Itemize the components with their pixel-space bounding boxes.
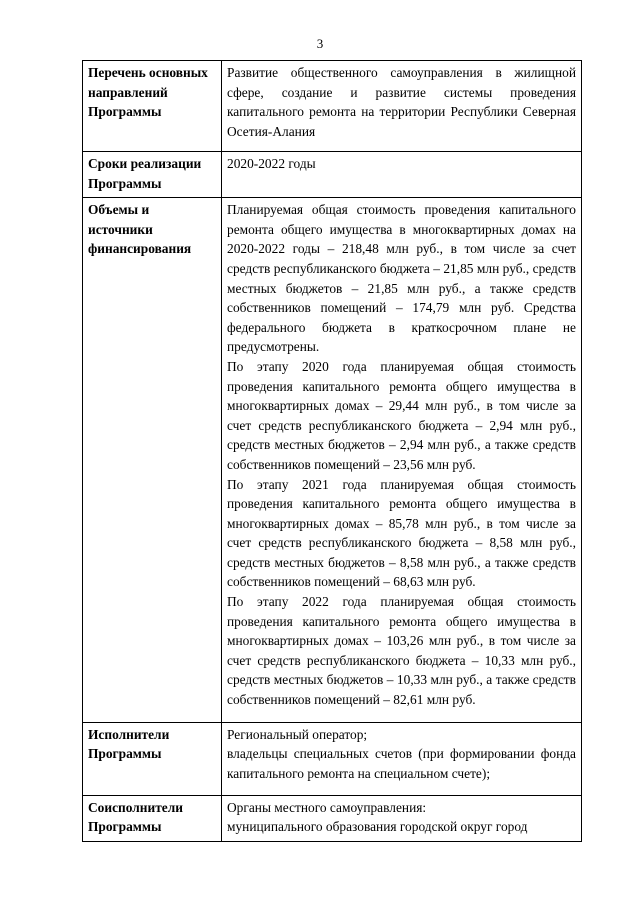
row-label: Соисполнители Программы <box>83 795 222 841</box>
program-passport-table <box>82 60 582 842</box>
paragraph: По этапу 2022 года планируемая общая стоимость проведения капитального ремонта общего имущества в многоквартирных домах – 103,26 млн руб., в том числе за счет средств республиканского бюджета – 10,33 млн руб., средств местных бюджетов – 10,33 млн руб., а также средств собственников помещений – 82,61 млн руб. <box>227 594 576 708</box>
paragraph: Развитие общественного самоуправления в жилищной сфере, создание и развитие системы проведения капитального ремонта на территории Республики Северная Осетия-Алания <box>227 65 576 139</box>
row-label: Исполнители Программы <box>83 722 222 795</box>
row-label: Объемы и источники финансирования <box>83 198 222 722</box>
row-value <box>222 795 582 841</box>
paragraph: муниципального образования городской округ город <box>227 819 528 835</box>
paragraph: Органы местного самоуправления: <box>227 799 427 815</box>
table-row <box>83 198 582 722</box>
table-row <box>83 152 582 198</box>
row-value <box>222 198 582 722</box>
paragraph: 2020-2022 годы <box>227 156 316 171</box>
row-value <box>222 61 582 152</box>
row-value <box>222 152 582 198</box>
table-row <box>83 795 582 841</box>
table-row <box>83 61 582 152</box>
row-label: Перечень основных направлений Программы <box>83 61 222 152</box>
row-value <box>222 722 582 795</box>
row-label: Сроки реализации Программы <box>83 152 222 198</box>
paragraph: По этапу 2020 года планируемая общая стоимость проведения капитального ремонта общего имущества в многоквартирных домах – 29,44 млн руб., в том числе за счет средств республиканского бюджета – 2,94 млн руб., средств местных бюджетов – 2,94 млн руб., а также средств собственников помещений – 23,56 млн руб. <box>227 358 576 472</box>
paragraph: Региональный оператор; <box>227 726 368 742</box>
table-row <box>83 722 582 795</box>
paragraph: По этапу 2021 года планируемая общая стоимость проведения капитального ремонта общего имущества в многоквартирных домах – 85,78 млн руб., в том числе за счет средств республиканского бюджета – 8,58 млн руб., средств местных бюджетов – 8,58 млн руб., а также средств собственников помещений – 68,63 млн руб. <box>227 476 576 590</box>
page-number: 3 <box>316 36 324 51</box>
paragraph: владельцы специальных счетов (при формировании фонда капитального ремонта на специальном счете); <box>227 746 576 781</box>
paragraph: Планируемая общая стоимость проведения капитального ремонта общего имущества в многоквартирных домах на 2020-2022 годы – 218,48 млн руб., в том числе за счет средств республиканского бюджета – 21,85 млн руб., средств местных бюджетов – 21,85 млн руб., а также средств собственников помещений – 174,79 млн руб. Средства федерального бюджета в краткосрочном плане не предусмотрены. <box>227 202 576 355</box>
